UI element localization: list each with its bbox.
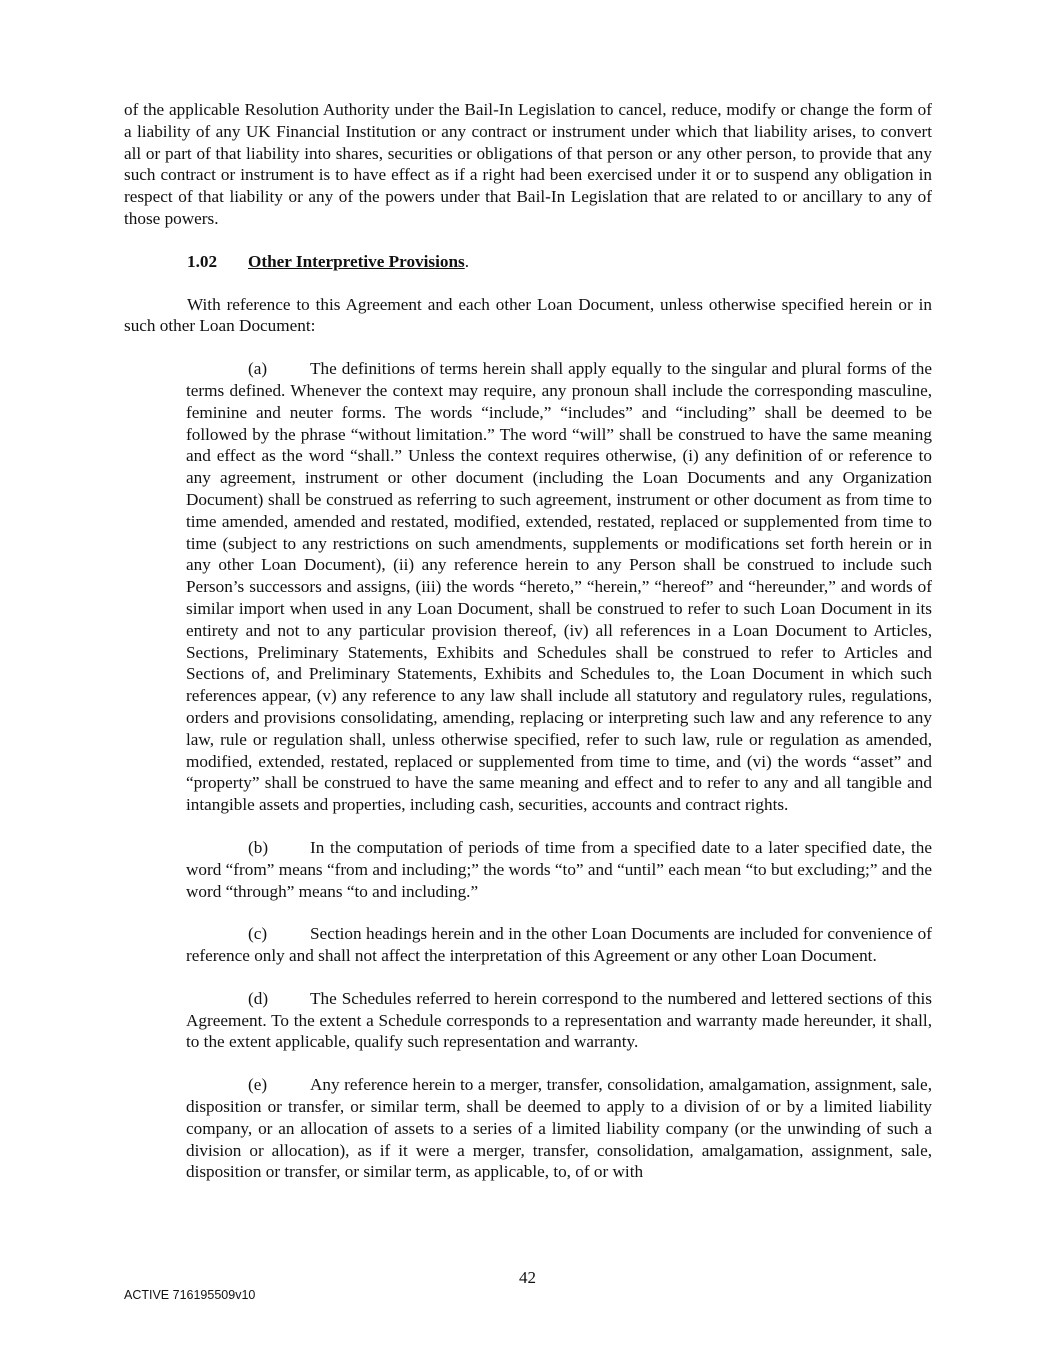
clause-a [186, 358, 932, 816]
section-title: Other Interpretive Provisions [248, 251, 465, 271]
clause-b [186, 837, 932, 902]
clause-c [186, 923, 932, 967]
clause-text: The definitions of terms herein shall apply equally to the singular and plural forms of the terms defined. Whenever the context may require, any pronoun shall include the corresponding masculine, feminine and neuter forms. The words “include,” “includes” and “including” shall be deemed to be followed by the phrase “without limitation.” The word “will” shall be construed to have the same meaning and effect as the word “shall.” Unless the context requires otherwise, (i) any definition of or reference to any agreement, instrument or other document (including the Loan Documents and any Organization Document) shall be construed as referring to such agreement, instrument or other document as from time to time amended, amended and restated, modified, extended, restated, replaced or supplemented from time to time (subject to any restrictions on such amendments, supplements or modifications set forth herein or in any other Loan Document), (ii) any reference herein to any Person shall be construed to include such Person’s successors and assigns, (iii) the words “hereto,” “herein,” “hereof” and “hereunder,” and words of similar import when used in any Loan Document, shall be construed to refer to such Loan Document in its entirety and not to any particular provision thereof, (iv) all references in a Loan Document to Articles, Sections, Preliminary Statements, Exhibits and Schedules shall be construed to refer to Articles and Sections of, and Preliminary Statements, Exhibits and Schedules to, the Loan Document in which such references appear, (v) any reference to any law shall include all statutory and regulatory rules, regulations, orders and provisions consolidating, amending, replacing or interpreting such law and any reference to any law, rule or regulation shall, unless otherwise specified, refer to such law, rule or regulation as amended, modified, extended, restated, replaced or supplemented from time to time, and (vi) the words “asset” and “property” shall be construed to have the same meaning and effect and to refer to any and all tangible and intangible assets and properties, including cash, securities, accounts and contract rights. [186, 359, 932, 815]
page-number: 42 [519, 1268, 536, 1287]
clause-d [186, 988, 932, 1053]
document-id: ACTIVE 716195509v10 [124, 1288, 256, 1302]
clause-label: (d) [248, 988, 269, 1008]
clause-text: Section headings herein and in the other Loan Documents are included for convenience of reference only and shall not affect the interpretation of this Agreement or any other Loan Document. [186, 924, 932, 966]
clause-label: (b) [248, 837, 269, 857]
section-heading [187, 251, 932, 273]
clause-label: (a) [248, 359, 268, 379]
section-number: 1.02 [187, 251, 218, 271]
clause-text: The Schedules referred to herein correspond to the numbered and lettered sections of this Agreement. To the extent a Schedule corresponds to a representation and warranty made hereunder, it shall, to the extent applicable, qualify such representation and warranty. [186, 988, 932, 1052]
clause-e [186, 1074, 932, 1183]
clause-label: (e) [248, 1075, 268, 1095]
document-page [124, 99, 932, 1204]
intro-paragraph: With reference to this Agreement and each other Loan Document, unless otherwise specified herein or in such other Loan Document: [124, 294, 932, 336]
opening-paragraph: of the applicable Resolution Authority under the Bail-In Legislation to cancel, reduce, modify or change the form of a liability of any UK Financial Institution or any contract or instrument under which that liability arises, to convert all or part of that liability into shares, securities or obligations of that person or any other person, to provide that any such contract or instrument is to have effect as if a right had been exercised under it or to suspend any obligation in respect of that liability or any of the powers under that Bail-In Legislation that are related to or ancillary to any of those powers. [124, 100, 932, 228]
clause-label: (c) [248, 924, 268, 944]
clause-text: In the computation of periods of time from a specified date to a later specified date, the word “from” means “from and including;” the words “to” and “until” each mean “to but excluding;” and the word “through” means “to and including.” [186, 837, 932, 901]
clause-text: Any reference herein to a merger, transfer, consolidation, amalgamation, assignment, sale, disposition or transfer, or similar term, shall be deemed to apply to a division of or by a limited liability company, or an allocation of assets to a series of a limited liability company (or the unwinding of such a division or allocation), as if it were a merger, transfer, consolidation, amalgamation, assignment, sale, disposition or transfer, or similar term, as applicable, to, of or with [186, 1075, 932, 1182]
section-title-suffix: . [464, 251, 470, 271]
